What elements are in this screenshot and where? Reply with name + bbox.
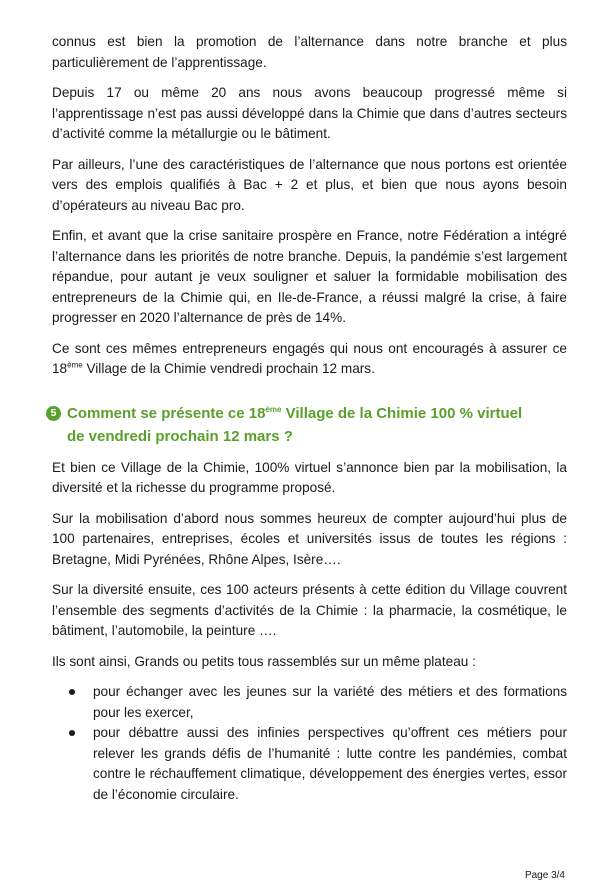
paragraph-5-text-a: Ce sont ces mêmes entrepreneurs engagés qui nous ont encouragés à assurer ce: [52, 340, 567, 356]
section-heading-text: [67, 402, 567, 448]
heading-line-2: de vendredi prochain 12 mars ?: [67, 427, 293, 445]
heading-number: 18: [248, 404, 266, 422]
paragraph-5-number: 18: [52, 361, 68, 376]
paragraph-1: connus est bien la promotion de l’alternance dans notre branche et plus particulièrement de l’apprentissage.: [52, 34, 567, 70]
list-item-text: pour débattre aussi des infinies perspectives qu’offrent ces métiers pour relever les grands défis de l’humanité : lutte contre les pandémies, combat contre le réchauffement climatique, développement des énergies vertes, essor de l’économie circulaire.: [93, 725, 567, 802]
paragraph-9: Ils sont ainsi, Grands ou petits tous rassemblés sur un même plateau :: [52, 653, 476, 669]
bullet-list: [52, 682, 567, 805]
page-number: Page 3/4: [524, 870, 565, 881]
heading-superscript: ème: [265, 404, 282, 414]
list-item-text: pour échanger avec les jeunes sur la variété des métiers et des formations pour les exercer,: [93, 684, 567, 720]
paragraph-8: Sur la diversité ensuite, ces 100 acteurs présents à cette édition du Village couvrent l’ensemble des segments d’activités de la Chimie : la pharmacie, la cosmétique, le bâtiment, l’automobile, la peinture ….: [52, 582, 567, 638]
paragraph-4: Enfin, et avant que la crise sanitaire prospère en France, notre Fédération a intégré l’alternance dans les priorités de notre branche. Depuis, la pandémie s’est largement répandue, pour autant je veux souligner et saluer la formidable mobilisation des entrepreneurs de la Chimie qui, en Ile-de-France, a réussi malgré la crise, à faire progresser en 2020 l’alternance de près de 14%.: [52, 228, 567, 325]
paragraph-2: Depuis 17 ou même 20 ans nous avons beaucoup progressé même si l’apprentissage n’est pas aussi développé dans la Chimie que dans d’autres secteurs d’activité comme la métallurgie ou le bâtiment.: [52, 85, 567, 141]
paragraph-3: Par ailleurs, l’une des caractéristiques de l’alternance que nous portons est orientée vers des emplois qualifiés à Bac + 2 et plus, et bien que nous ayons besoin d’opérateurs au niveau Bac pro.: [52, 156, 567, 213]
heading-text-a: Comment se présente ce: [67, 404, 249, 422]
paragraph-5-text-b: Village de la Chimie vendredi prochain 12 mars.: [82, 361, 375, 376]
section-number-icon: 5: [46, 406, 61, 421]
paragraph-5: [52, 339, 567, 380]
bullet-icon: [69, 689, 75, 695]
heading-text-b: Village de la Chimie 100 % virtuel: [281, 404, 523, 422]
bullet-icon: [69, 730, 75, 736]
list-item: [52, 723, 567, 805]
paragraph-6: Et bien ce Village de la Chimie, 100% virtuel s’annonce bien par la mobilisation, la diversité et la richesse du programme proposé.: [52, 459, 567, 495]
section-heading: [52, 402, 567, 448]
document-page: [52, 32, 567, 805]
list-item: [52, 682, 567, 723]
paragraph-5-superscript: ème: [67, 360, 83, 370]
paragraph-7: Sur la mobilisation d’abord nous sommes heureux de compter aujourd’hui plus de 100 partenaires, entreprises, écoles et universités issus de toutes les régions : Bretagne, Midi Pyrénées, Rhône Alpes, Isère….: [52, 510, 567, 567]
